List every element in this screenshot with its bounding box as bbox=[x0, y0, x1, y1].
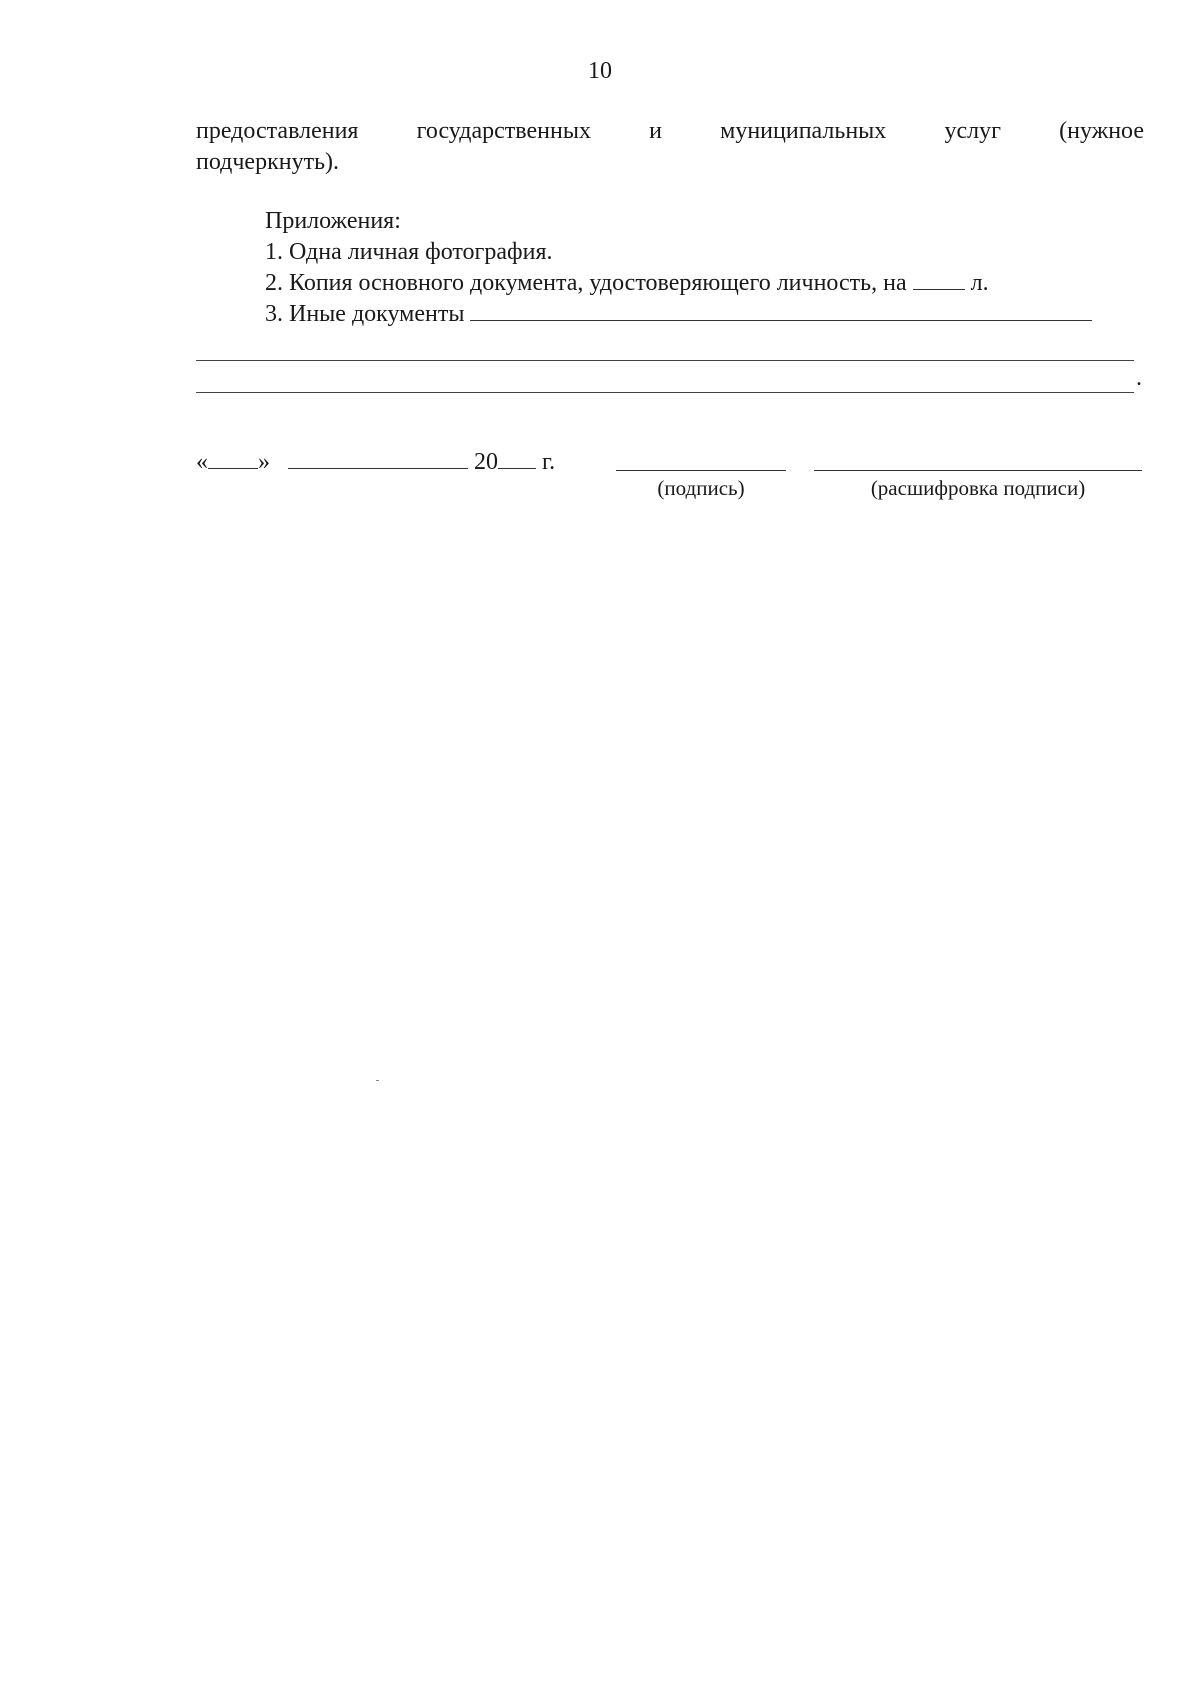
signature-caption: (подпись) bbox=[657, 476, 745, 500]
month-blank[interactable] bbox=[288, 448, 468, 469]
paragraph-line-2: подчеркнуть). bbox=[196, 149, 340, 175]
signature-decoding-blank[interactable] bbox=[814, 470, 1142, 471]
paragraph-line-1: предоставления государственных и муниципальных услуг (нужное bbox=[196, 118, 1144, 144]
year-prefix: 20 bbox=[474, 449, 498, 475]
attachment-item-2-text: 2. Копия основного документа, удостоверяющего личность, на bbox=[265, 270, 907, 296]
year-blank[interactable] bbox=[498, 448, 536, 469]
other-documents-blank[interactable] bbox=[470, 300, 1092, 321]
year-suffix: г. bbox=[542, 449, 556, 475]
attachment-item-2 bbox=[265, 268, 1092, 299]
signature-blank[interactable] bbox=[616, 470, 786, 471]
day-blank[interactable] bbox=[208, 448, 258, 469]
page-number: 10 bbox=[588, 58, 612, 84]
attachment-item-3-text: 3. Иные документы bbox=[265, 301, 465, 327]
date-field bbox=[196, 448, 555, 476]
other-documents-line-2[interactable] bbox=[196, 360, 1134, 361]
closing-period: . bbox=[1136, 365, 1142, 391]
other-documents-line-3[interactable] bbox=[196, 392, 1134, 393]
attachment-item-2-unit: л. bbox=[970, 270, 989, 296]
intro-paragraph bbox=[196, 116, 1144, 178]
attachment-item-3 bbox=[265, 299, 1092, 330]
quote-open: « bbox=[196, 449, 208, 475]
scan-speck bbox=[376, 1080, 379, 1081]
page-count-blank[interactable] bbox=[913, 269, 965, 290]
quote-close: » bbox=[258, 449, 270, 475]
attachment-item-1: 1. Одна личная фотография. bbox=[265, 239, 553, 265]
signature-decoding-caption: (расшифровка подписи) bbox=[870, 476, 1086, 500]
attachments-heading: Приложения: bbox=[265, 208, 401, 234]
attachments-section bbox=[265, 206, 1092, 330]
